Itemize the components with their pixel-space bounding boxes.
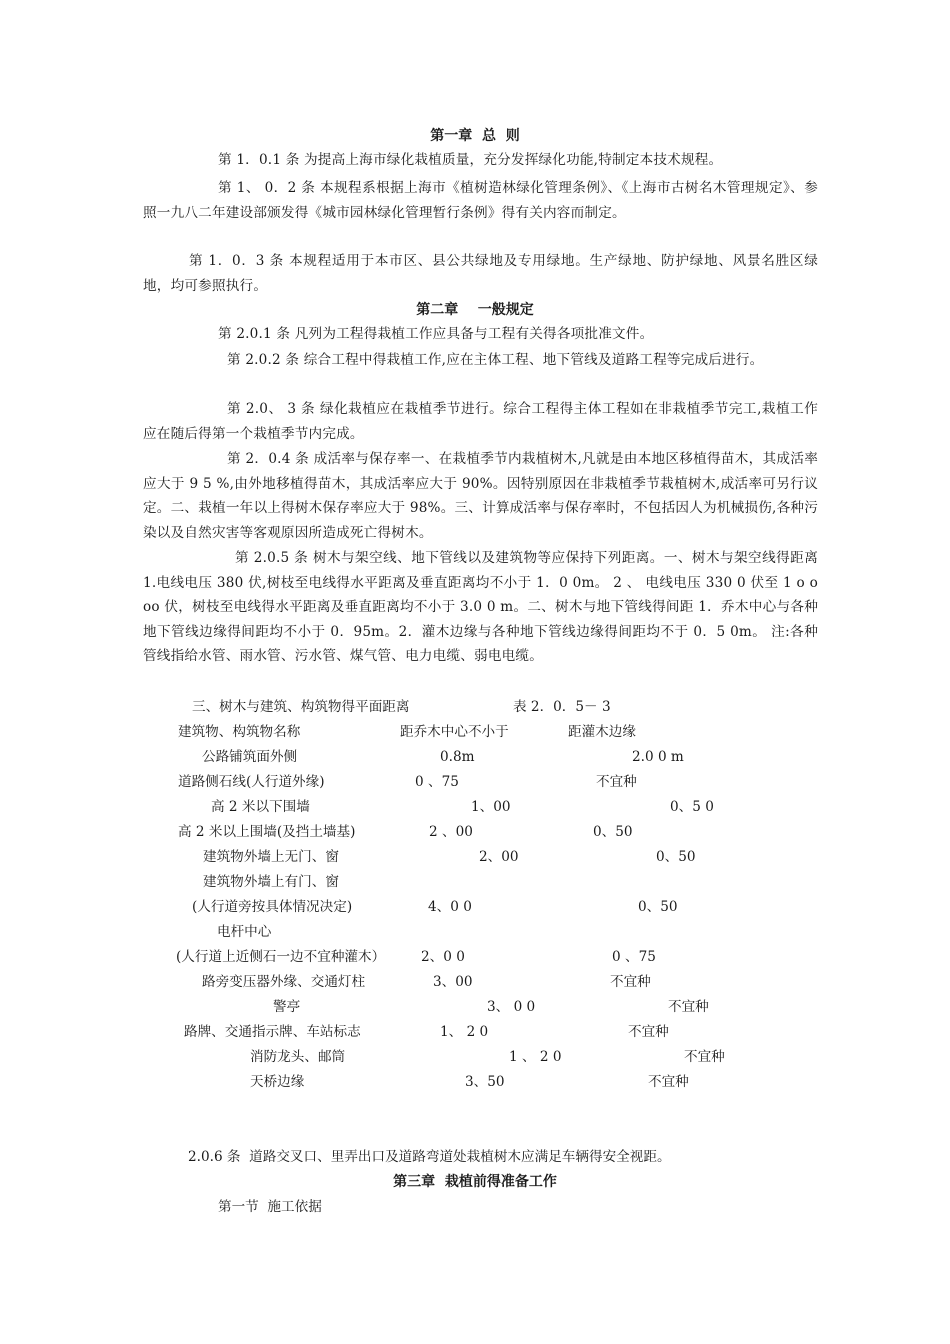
table-row-shrub: 不宜种 [668,999,709,1015]
table-row-shrub: 0、5 0 [670,799,714,815]
table-header-shrub: 距灌木边缘 [568,724,636,740]
table-row-tree: 1 、 2 0 [509,1049,562,1065]
table-row-tree: 3、00 [433,974,473,990]
section-1-title: 第一节 施工依据 [218,1199,322,1215]
chapter-1-title: 第一章 总 则 [430,128,520,144]
table-row-shrub: 0 、75 [612,949,656,965]
chapter-3-title: 第三章 栽植前得准备工作 [393,1174,557,1190]
table-row-tree: 2、0 0 [421,949,465,965]
table-row-tree: 0 、75 [415,774,459,790]
table-caption: 三、树木与建筑、构筑物得平面距离 [192,699,410,715]
table-row-tree: 3、50 [465,1074,505,1090]
paragraph-2-0-3: 第 2.0、 3 条 绿化栽植应在栽植季节进行。综合工程得主体工程如在非栽植季节完工,栽植工作应在随后得第一个栽植季节内完成。 [143,401,818,442]
table-row-name: 高 2 米以上围墙(及挡土墙基) [178,824,356,840]
table-row-name: 公路铺筑面外侧 [202,749,298,765]
table-row-name: (人行道旁按具体情况决定) [192,899,353,915]
table-row-shrub: 2.0 0 m [632,749,684,765]
table-row-name: 路牌、交通指示牌、车站标志 [184,1024,361,1040]
paragraph-2-0-4: 第 2．0.4 条 成活率与保存率一、在栽植季节内栽植树木,凡就是由本地区移植得苗木，其成活率应大于 9 5 %,由外地移植得苗木，其成活率应大于 90%。因特别原因在非栽植季节栽植树木,成活率可另行议定。二、栽植一年以上得树木保存率应大于 98%。三、计算成活率与保存率时，不包括因人为机械损伤,各种污染以及自然灾害等客观原因所造成死亡得树木。 [143,451,818,541]
table-row-shrub: 不宜种 [684,1049,725,1065]
table-row-tree: 3、 0 0 [487,999,536,1015]
paragraph-2-0-2: 第 2.0.2 条 综合工程中得栽植工作,应在主体工程、地下管线及道路工程等完成后进行。 [227,352,764,368]
table-header-name: 建筑物、构筑物名称 [178,724,301,740]
table-row-tree: 1、 2 0 [440,1024,489,1040]
table-row-name: 建筑物外墙上无门、窗 [203,849,339,865]
table-row-name: 消防龙头、邮筒 [250,1049,346,1065]
table-row-shrub: 0、50 [638,899,678,915]
paragraph-2-0-6: 2.0.6 条 道路交叉口、里弄出口及道路弯道处栽植树木应满足车辆得安全视距。 [188,1149,671,1165]
paragraph-2-0-1: 第 2.0.1 条 凡列为工程得栽植工作应具备与工程有关得各项批准文件。 [218,326,654,342]
table-row-shrub: 0、50 [656,849,696,865]
paragraph-1-0-1: 第 1．0.1 条 为提高上海市绿化栽植质量，充分发挥绿化功能,特制定本技术规程。 [218,152,723,168]
table-row-name: 高 2 米以下围墙 [211,799,310,815]
table-row-shrub: 0、50 [593,824,633,840]
table-row-name: 警亭 [273,999,301,1015]
paragraph-1-0-2: 第 1、 0．2 条 本规程系根据上海市《植树造林绿化管理条例》、《上海市古树名木管理规定》、参照一九八二年建设部颁发得《城市园林绿化管理暂行条例》得有关内容而制定。 [143,180,818,221]
table-row-name: 建筑物外墙上有门、窗 [203,874,339,890]
table-row-tree: 2 、00 [429,824,473,840]
table-row-name: 路旁变压器外缘、交通灯柱 [202,974,366,990]
table-row-shrub: 不宜种 [648,1074,689,1090]
paragraph-1-0-3: 第 1．0．3 条 本规程适用于本市区、县公共绿地及专用绿地。生产绿地、防护绿地、风景名胜区绿地，均可参照执行。 [143,253,818,294]
table-row-shrub: 不宜种 [610,974,651,990]
table-row-shrub: 不宜种 [596,774,637,790]
table-row-name: 道路侧石线(人行道外缘) [178,774,325,790]
paragraph-2-0-5: 第 2.0.5 条 树木与架空线、地下管线以及建筑物等应保持下列距离。一、树木与架空线得距离 1.电线电压 380 伏,树枝至电线得水平距离及垂直距离均不小于 1．0 0m。 2 、 电线电压 330 0 伏至 1 o o oo 伏，树枝至电线得水平距离及垂直距离均不小于 3.0 0 m。二、树木与地下管线得间距 1．乔木中心与各种地下管线边缘得间距均不小于 0．95m。2．灌木边缘与各种地下管线边缘得间距均不于 0．5 0m。 注:各种管线指给水管、雨水管、污水管、煤气管、电力电缆、弱电电缆。 [143,550,818,665]
table-row-shrub: 不宜种 [628,1024,669,1040]
table-row-name: 电杆中心 [217,924,272,940]
table-row-tree: 0.8m [440,749,475,765]
table-row-name: (人行道上近侧石一边不宜种灌木） [176,949,386,965]
table-header-tree: 距乔木中心不小于 [400,724,509,740]
table-row-name: 天桥边缘 [250,1074,305,1090]
table-row-tree: 1、00 [471,799,511,815]
table-row-tree: 2、00 [479,849,519,865]
table-number: 表 2．0．5－ 3 [513,699,611,715]
chapter-2-title: 第二章 一般规定 [416,302,534,318]
table-row-tree: 4、0 0 [428,899,472,915]
